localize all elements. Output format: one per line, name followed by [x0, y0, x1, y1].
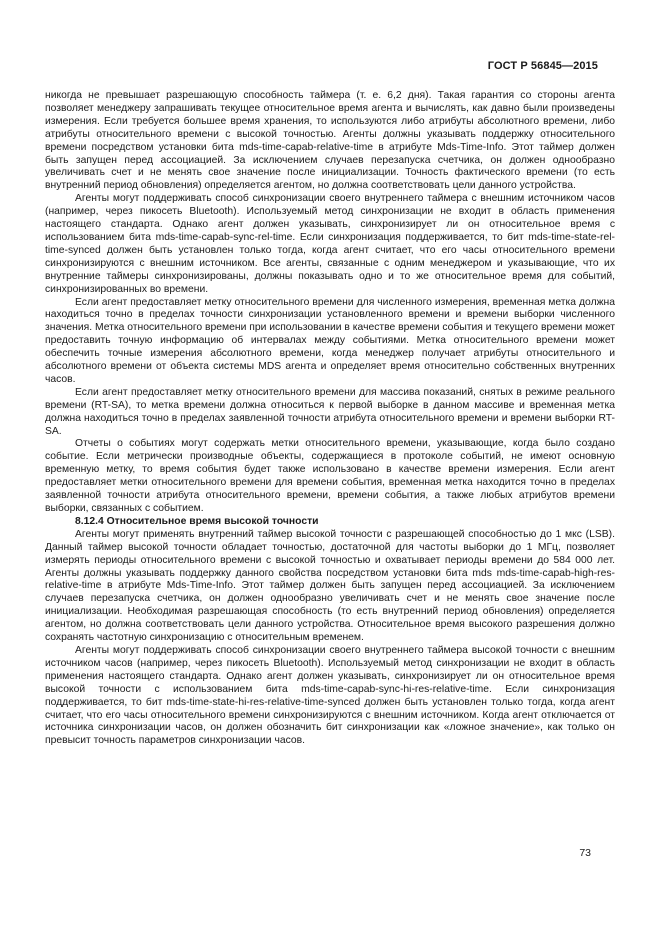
- paragraph-event-reports: Отчеты о событиях могут содержать метки относительного времени, указывающие, когда было создано событие. Если метрически производные объекты, содержащиеся в протоколе событий, не имеют основную временную метку, то время события будет также использовано в качестве времени измерения. Если агент предоставляет метки относительного времени для времени события, временная метка находится точно в пределах заявленной точности атрибута относительного времени, времени события, а также любых атрибутов времени выборки, связанных с событием.: [45, 438, 615, 514]
- paragraph-numeric-timestamp: Если агент предоставляет метку относительного времени для численного измерения, временная метка должна находиться точно в пределах точности синхронизации установленного времени и времени выборки численного значения. Метка относительного времени при использовании в качестве времени события и текущего времени может предоставить точную информацию об интервалах между событиями. Метка относительного времени может обеспечить точные измерения абсолютного времени, когда менеджер получает атрибуты относительного и абсолютного времени от объекта системы MDS агента и определяет время относительно собственных внутренних часов.: [45, 296, 615, 385]
- section-heading-8-12-4: 8.12.4 Относительное время высокой точности: [75, 515, 319, 527]
- document-body: [45, 90, 615, 748]
- paragraph-sync-external-clock: Агенты могут поддерживать способ синхронизации своего внутреннего таймера с внешним источником часов (например, через пикосеть Bluetooth). Используемый метод синхронизации не входит в область применения настоящего стандарта. Однако агент должен указывать, синхронизирует ли он относительное время с использованием бита mds-time-capab-sync-rel-time. Если синхронизация поддерживается, то бит mds-time-state-rel-time-synced должен быть установлен только тогда, когда агент считает, что его часы относительного времени синхронизируются с внешним источником. Все агенты, связанные с одним менеджером и указывающие, что их внутренние таймеры синхронизированы, должны показывать одно и то же относительное время для событий, синхронизированных во времени.: [45, 193, 615, 295]
- paragraph-high-res-sync: Агенты могут поддерживать способ синхронизации своего внутреннего таймера высокой точности с внешним источником часов (например, через пикосеть Bluetooth). Используемый метод синхронизации не входит в область применения настоящего стандарта. Однако агент должен указывать, синхронизирует ли он относительное время высокой точности с использованием бита mds-time-capab-sync-hi-res-relative-time. Если синхронизация поддерживается, то бит mds-time-state-hi-res-relative-time-synced должен быть установлен только тогда, когда агент считает, что его часы относительного времени синхронизируются с внешним источником. Когда агент отключается от источника синхронизации часов, он должен обозначить бит синхронизации как «ложное значение», как только он превысит точность параметров синхронизации часов.: [45, 644, 615, 747]
- paragraph-continuation: никогда не превышает разрешающую способность таймера (т. е. 6,2 дня). Такая гарантия со стороны агента позволяет менеджеру запрашивать текущее относительное время агента и вычислять, как давно были произведены измерения. Если требуется большее время хранения, то используются либо атрибуты абсолютного времени, либо атрибуты относительного времени с высокой точностью. Агенты должны указывать поддержку относительного времени посредством установки бита mds-time-capab-relative-time в атрибуте Mds-Time-Info. Этот таймер должен быть запущен перед ассоциацией. За исключением случаев перезапуска счетчика, он должен однообразно увеличивать счет и не менять свое значение после инициализации. Точность фактического времени (то есть внутренний период обновления) определяется агентом, но должна соответствовать цели данного устройства.: [45, 90, 615, 192]
- standard-header: ГОСТ Р 56845—2015: [487, 60, 598, 72]
- paragraph-high-res-timer: Агенты могут применять внутренний таймер высокой точности с разрешающей способностью до 1 мкс (LSB). Данный таймер высокой точности обладает точностью, достаточной для частоты выборки до 1 МГц, позволяет измерять периоды относительного времени с высокой точностью и охватывает периоды времени до 584 000 лет. Агенты должны указывать поддержку данного свойства посредством установки бита mds mds-time-capab-high-res-relative-time в атрибуте Mds-Time-Info. Этот таймер должен быть запущен перед ассоциацией. За исключением случаев перезапуска счетчика, он должен однообразно увеличивать счет и не менять свое значение после инициализации. Необходимая разрешающая способность (то есть внутренний период обновления) определяется агентом, но должна соответствовать цели данного устройства. Относительное время высокого разрешения должно сохранять частотную синхронизацию с относительным временем.: [45, 528, 615, 644]
- paragraph-rt-sa-timestamp: Если агент предоставляет метку относительного времени для массива показаний, снятых в режиме реального времени (RT-SA), то метка времени должна относиться к первой выборке в данном массиве и временная метка должна находиться точно в пределах заявленной точности атрибута относительного времени и времени выборки RT-SA.: [45, 386, 615, 437]
- page-number: 73: [579, 847, 591, 859]
